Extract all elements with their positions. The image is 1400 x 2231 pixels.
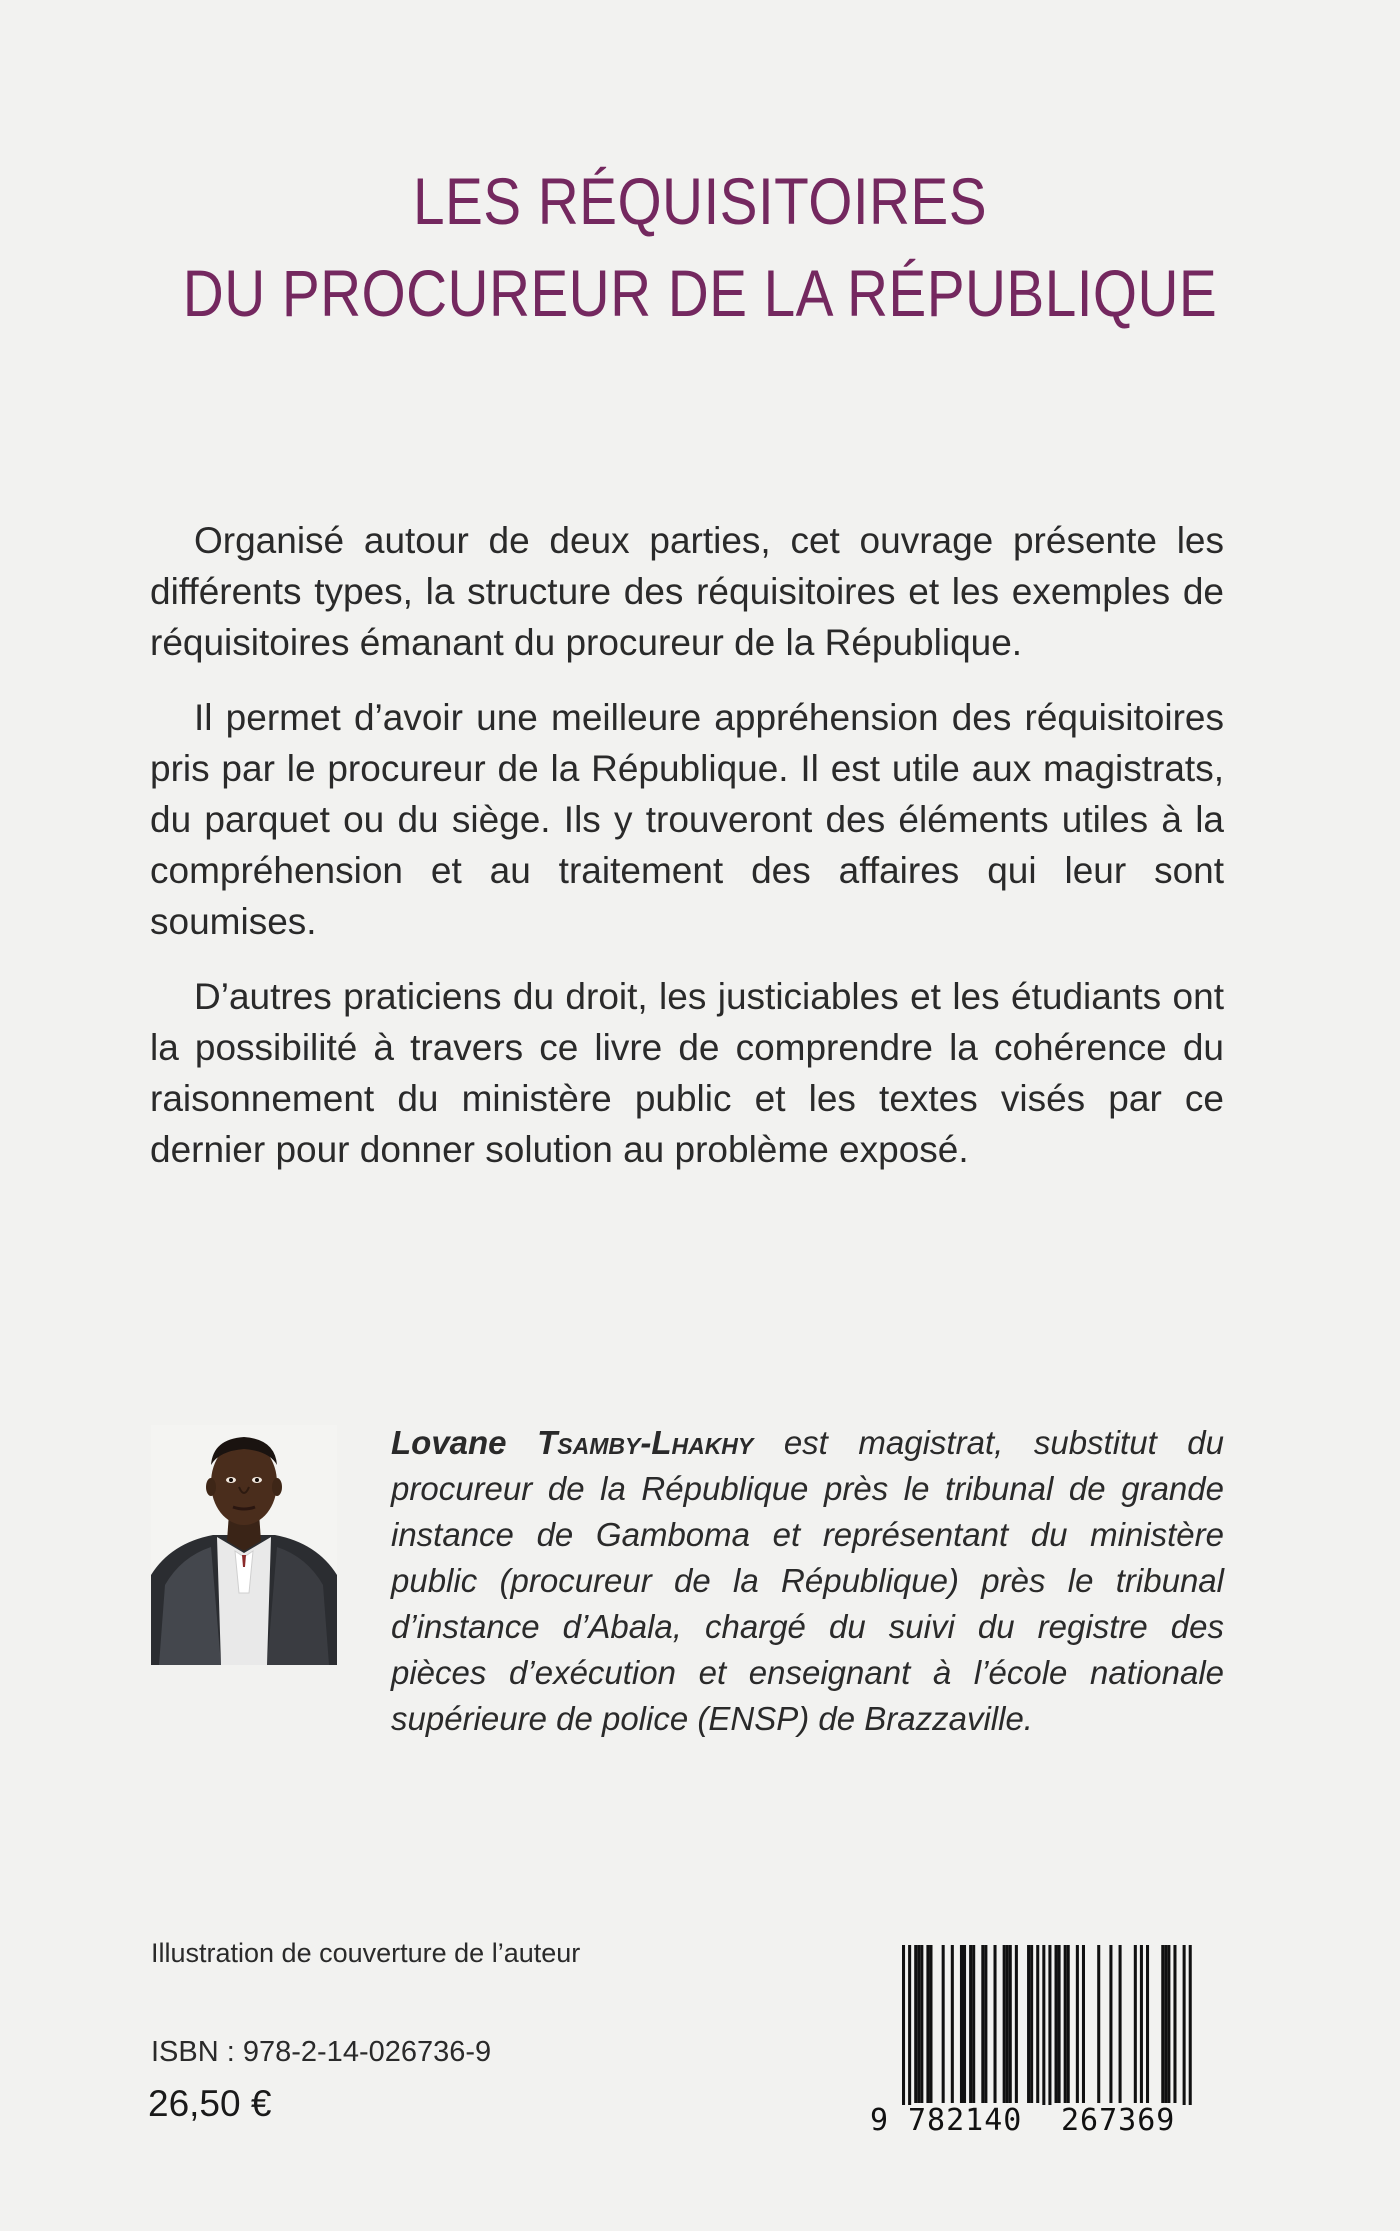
barcode-bar: [1030, 1945, 1033, 2103]
book-title: [98, 155, 1302, 339]
barcode-bar: [972, 1945, 975, 2103]
barcode-bar: [1015, 1945, 1018, 2103]
barcode-bar: [914, 1945, 917, 2103]
barcode-bar: [1055, 1945, 1058, 2103]
isbn: ISBN : 978-2-14-026736-9: [151, 2036, 492, 2068]
barcode-bar: [981, 1945, 984, 2103]
barcode-bar: [908, 1945, 911, 2105]
description-paragraph: Il permet d’avoir une meilleure appréhension des réquisitoires pris par le procureur de la République. Il est utile aux magistrats, du parquet ou du siège. Ils y trouveront des éléments utiles à la compréhension et au traitement des affaires qui leur sont soumises.: [150, 697, 1224, 942]
barcode-bar: [942, 1945, 945, 2103]
author-bio-text: est magistrat, substitut du procureur de la République près le tribunal de grande instance de Gamboma et représentant du ministère public (procureur de la République) près le tribunal d’instance d’Abala, chargé du suivi du registre des pièces d’exécution et enseignant à l’école nationale supérieure de police (ENSP) de Brazzaville.: [391, 1424, 1224, 1737]
description: [150, 515, 1224, 1199]
barcode-bar: [1097, 1945, 1100, 2103]
barcode-bar: [1173, 1945, 1176, 2103]
barcode-first-digit: 9: [870, 2103, 889, 2138]
author-first-name: Lovane: [391, 1424, 507, 1461]
barcode-bars-icon: [866, 1945, 1224, 2105]
price: 26,50 €: [148, 2083, 272, 2124]
barcode-bar: [1036, 1945, 1039, 2103]
barcode-bar: [929, 1945, 932, 2103]
author-bio: [391, 1420, 1224, 1742]
author-photo: [151, 1425, 337, 1665]
barcode-bar: [1189, 1945, 1192, 2105]
barcode-bar: [920, 1945, 923, 2103]
description-paragraph: Organisé autour de deux parties, cet ouvrage présente les différents types, la structure des réquisitoires et les exemples de réquisitoires émanant du procureur de la République.: [150, 520, 1224, 663]
barcode-bar: [1134, 1945, 1137, 2103]
description-paragraph: D’autres praticiens du droit, les justiciables et les étudiants ont la possibilité à travers ce livre de comprendre la cohérence du raisonnement du ministère public et les textes visés par ce dernier pour donner solution au problème exposé.: [150, 976, 1224, 1170]
barcode-bar: [1146, 1945, 1149, 2103]
barcode-bar: [926, 1945, 929, 2103]
author-last-name: Tsamby-Lhakhy: [537, 1424, 754, 1461]
barcode-bar: [902, 1945, 905, 2105]
barcode-bar: [1183, 1945, 1186, 2105]
barcode-bar: [994, 1945, 997, 2103]
title-line-1: LES RÉQUISITOIRES: [412, 164, 988, 238]
cover-credit: Illustration de couverture de l’auteur: [151, 1938, 581, 1968]
barcode-bar: [1027, 1945, 1030, 2103]
barcode-bar: [1140, 1945, 1143, 2103]
barcode-bar: [984, 1945, 987, 2103]
barcode-bar: [1076, 1945, 1079, 2103]
barcode-bar: [917, 1945, 920, 2103]
barcode-bar: [969, 1945, 972, 2103]
barcode-digits: [866, 2103, 1224, 2143]
barcode-bar: [1119, 1945, 1122, 2103]
barcode-bar: [1006, 1945, 1009, 2103]
barcode-bar: [1109, 1945, 1112, 2103]
barcode-bar: [1003, 1945, 1006, 2103]
barcode-bar: [1048, 1945, 1051, 2105]
barcode-bar: [1082, 1945, 1085, 2103]
barcode-bar: [1167, 1945, 1170, 2103]
title-line-2: DU PROCUREUR DE LA RÉPUBLIQUE: [182, 256, 1218, 330]
barcode-bar: [951, 1945, 954, 2103]
author-portrait-icon: [151, 1425, 337, 1665]
barcode-bar: [1042, 1945, 1045, 2105]
barcode-right-group: 267369: [1061, 2103, 1176, 2138]
barcode-left-group: 782140: [908, 2103, 1023, 2138]
barcode-bar: [960, 1945, 963, 2103]
barcode-bar: [963, 1945, 966, 2103]
barcode-bar: [1067, 1945, 1070, 2103]
barcode-bar: [1161, 1945, 1164, 2103]
barcode-bar: [1009, 1945, 1012, 2103]
barcode-bar: [1164, 1945, 1167, 2103]
barcode: [866, 1945, 1224, 2145]
barcode-bar: [1064, 1945, 1067, 2103]
barcode-bar: [1058, 1945, 1061, 2103]
